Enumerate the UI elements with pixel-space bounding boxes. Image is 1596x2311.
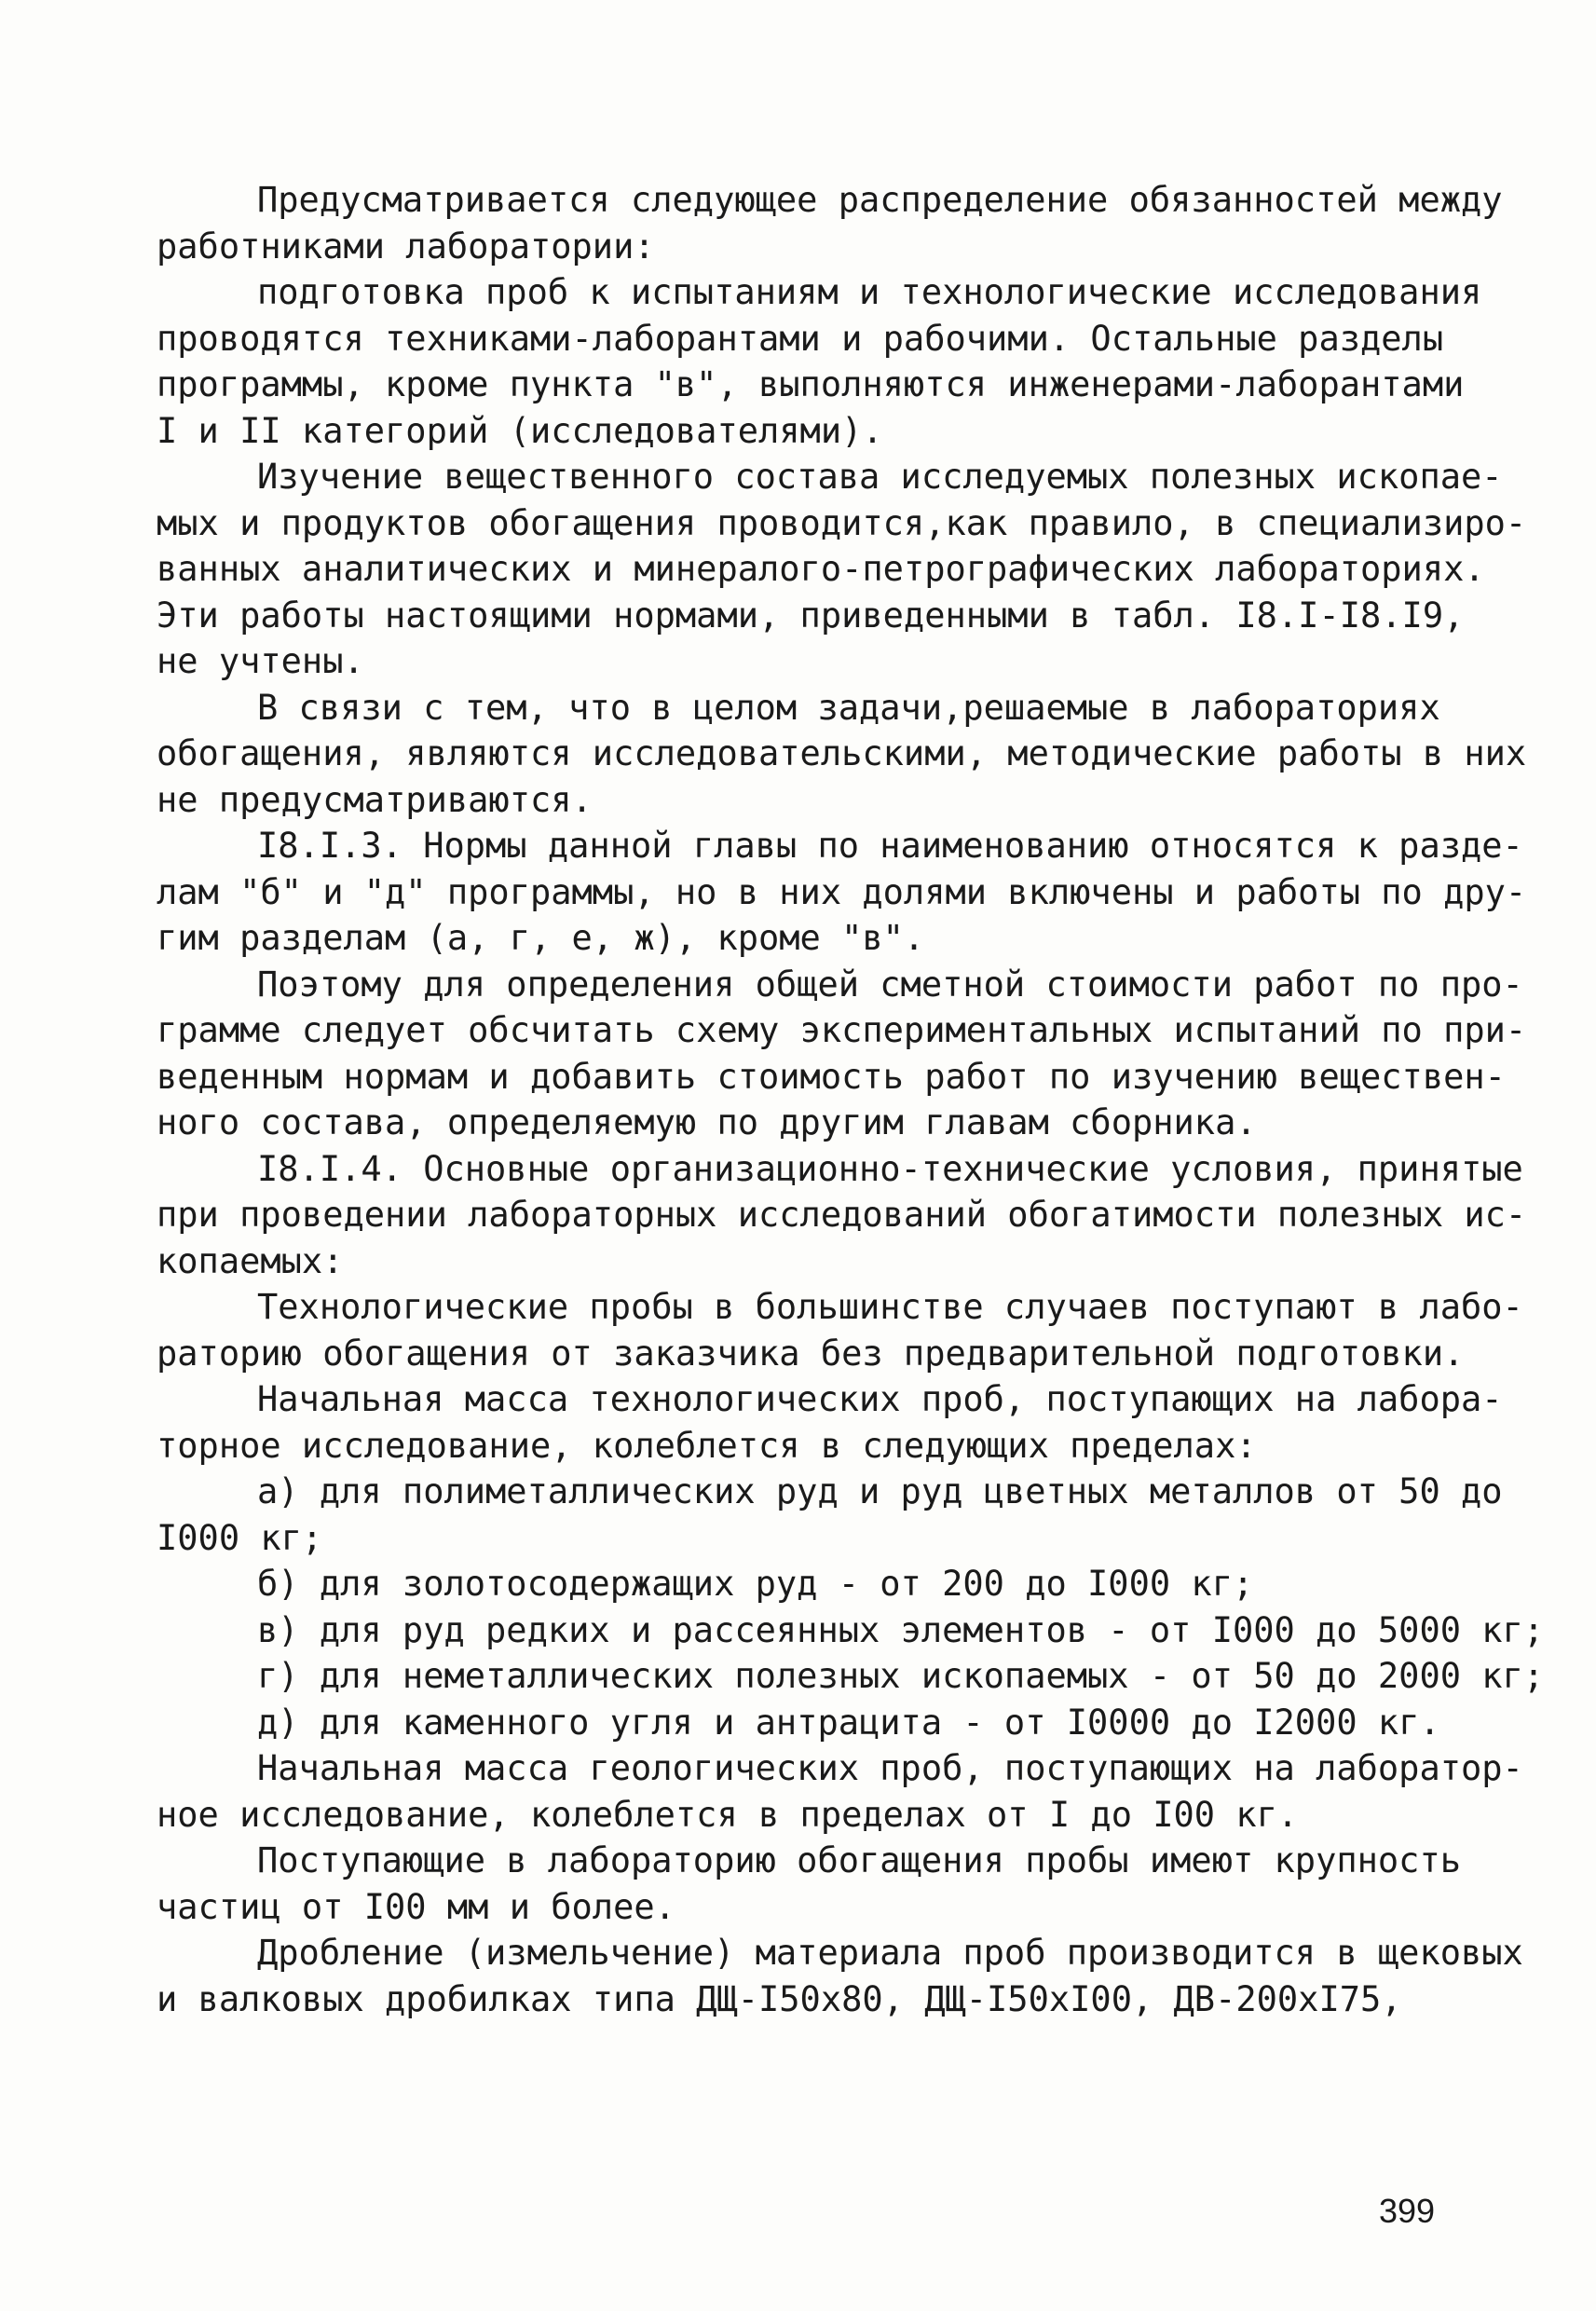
text-line: веденным нормам и добавить стоимость работ по изучению веществен- bbox=[157, 1056, 1506, 1097]
text-line: и валковых дробилках типа ДЩ-I50x80, ДЩ-I50xI00, ДВ-200xI75, bbox=[157, 1978, 1402, 2019]
text-line: в) для руд редких и рассеянных элементов - от I000 до 5000 кг; bbox=[257, 1609, 1545, 1650]
paragraph bbox=[157, 823, 1527, 962]
text-line: I8.I.4. Основные организационно-технические условия, принятые bbox=[257, 1148, 1523, 1189]
text-line: а) для полиметаллических руд и руд цветных металлов от 50 до bbox=[257, 1471, 1503, 1511]
paragraph bbox=[157, 1653, 1545, 1700]
text-line: I8.I.3. Нормы данной главы по наименованию относятся к разде- bbox=[257, 826, 1523, 866]
text-line: торное исследование, колеблется в следующих пределах: bbox=[157, 1425, 1257, 1466]
text-line: частиц от I00 мм и более. bbox=[157, 1886, 675, 1927]
text-line: Дробление (измельчение) материала проб производится в щековых bbox=[257, 1933, 1523, 1973]
text-line: Эти работы настоящими нормами, приведенными в табл. I8.I-I8.I9, bbox=[157, 595, 1465, 636]
text-line: Начальная масса геологических проб, поступающих на лаборатор- bbox=[257, 1748, 1523, 1788]
text-line: лам "б" и "д" программы, но в них долями включены и работы по дру- bbox=[157, 871, 1527, 912]
page-number: 399 bbox=[1379, 2192, 1436, 2230]
paragraph bbox=[157, 1930, 1523, 2022]
body-text bbox=[157, 177, 1545, 2022]
text-line: ного состава, определяемую по другим главам сборника. bbox=[157, 1102, 1257, 1142]
text-line: гим разделам (а, г, е, ж), кроме "в". bbox=[157, 918, 925, 958]
text-line: Изучение вещественного состава исследуемых полезных ископае- bbox=[257, 457, 1503, 497]
text-line: при проведении лабораторных исследований обогатимости полезных ис- bbox=[157, 1195, 1527, 1235]
paragraph bbox=[157, 1469, 1503, 1561]
paragraph bbox=[157, 1561, 1452, 1607]
paragraph bbox=[157, 962, 1527, 1146]
text-line: Предусматривается следующее распределение обязанностей между bbox=[257, 180, 1503, 220]
text-line: I000 кг; bbox=[157, 1517, 323, 1558]
text-line: работниками лаборатории: bbox=[157, 226, 655, 267]
paragraph bbox=[157, 1376, 1503, 1469]
paragraph bbox=[157, 1284, 1523, 1376]
text-line: Технологические пробы в большинстве случаев поступают в лабо- bbox=[257, 1287, 1523, 1327]
text-line: мых и продуктов обогащения проводится,как правило, в специализиро- bbox=[157, 502, 1527, 543]
paragraph bbox=[157, 1745, 1523, 1838]
text-line: грамме следует обсчитать схему экспериментальных испытаний по при- bbox=[157, 1010, 1527, 1050]
text-line: раторию обогащения от заказчика без предварительной подготовки. bbox=[157, 1333, 1465, 1374]
text-line: ное исследование, колеблется в пределах от I до I00 кг. bbox=[157, 1794, 1299, 1835]
paragraph bbox=[157, 1700, 1452, 1746]
text-line: обогащения, являются исследовательскими, методические работы в них bbox=[157, 733, 1527, 773]
text-line: ванных аналитических и минералого-петрографических лабораториях. bbox=[157, 549, 1485, 589]
paragraph bbox=[157, 685, 1527, 824]
text-line: не учтены. bbox=[157, 641, 364, 681]
paragraph bbox=[157, 1146, 1527, 1285]
paragraph bbox=[157, 454, 1527, 685]
text-line: не предусматриваются. bbox=[157, 779, 593, 820]
text-line: б) для золотосодержащих руд - от 200 до I000 кг; bbox=[257, 1564, 1254, 1604]
text-line: В связи с тем, что в целом задачи,решаемые в лабораториях bbox=[257, 687, 1440, 728]
text-line: г) для неметаллических полезных ископаемых - от 50 до 2000 кг; bbox=[257, 1656, 1545, 1696]
text-line: I и II категорий (исследователями). bbox=[157, 410, 883, 451]
text-line: программы, кроме пункта "в", выполняются инженерами-лаборантами bbox=[157, 364, 1465, 404]
text-line: копаемых: bbox=[157, 1240, 344, 1281]
text-line: подготовка проб к испытаниям и технологические исследования bbox=[257, 272, 1482, 312]
text-line: Поэтому для определения общей сметной стоимости работ по про- bbox=[257, 964, 1523, 1005]
text-line: проводятся техниками-лаборантами и рабочими. Остальные разделы bbox=[157, 318, 1444, 359]
text-line: Начальная масса технологических проб, поступающих на лабора- bbox=[257, 1379, 1503, 1419]
paragraph bbox=[157, 1607, 1545, 1654]
text-line: д) для каменного угля и антрацита - от I0000 до I2000 кг. bbox=[257, 1702, 1440, 1743]
paragraph bbox=[157, 177, 1503, 269]
paragraph bbox=[157, 1838, 1462, 1930]
text-line: Поступающие в лабораторию обогащения пробы имеют крупность bbox=[257, 1840, 1462, 1880]
paragraph bbox=[157, 269, 1482, 454]
